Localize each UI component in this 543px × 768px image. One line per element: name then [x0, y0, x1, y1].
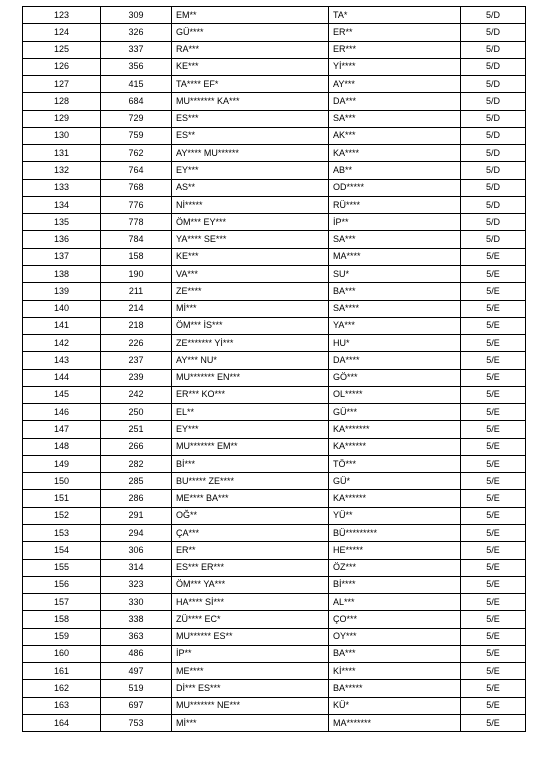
class-cell: 5/D	[461, 162, 526, 179]
student-number-cell: 226	[101, 335, 172, 352]
table-row	[23, 421, 526, 438]
table-row	[23, 179, 526, 196]
student-surname-cell: OY***	[329, 628, 461, 645]
row-number-cell: 150	[23, 473, 101, 490]
student-name-cell: ÖM*** İS***	[172, 317, 329, 334]
row-number-cell: 159	[23, 628, 101, 645]
student-surname-cell: MA*******	[329, 714, 461, 731]
row-number-cell: 151	[23, 490, 101, 507]
student-name-cell: Bİ***	[172, 455, 329, 472]
table-row	[23, 697, 526, 714]
row-number-cell: 130	[23, 127, 101, 144]
student-surname-cell: HU*	[329, 335, 461, 352]
table-row	[23, 145, 526, 162]
row-number-cell: 128	[23, 93, 101, 110]
row-number-cell: 145	[23, 386, 101, 403]
student-name-cell: ÖM*** YA***	[172, 576, 329, 593]
table-row	[23, 196, 526, 213]
table-row	[23, 369, 526, 386]
table-row	[23, 7, 526, 24]
student-number-cell: 237	[101, 352, 172, 369]
table-row	[23, 559, 526, 576]
table-row	[23, 524, 526, 541]
row-number-cell: 146	[23, 404, 101, 421]
student-number-cell: 286	[101, 490, 172, 507]
table-row	[23, 352, 526, 369]
class-cell: 5/E	[461, 628, 526, 645]
table-row	[23, 455, 526, 472]
class-cell: 5/E	[461, 438, 526, 455]
row-number-cell: 153	[23, 524, 101, 541]
student-number-cell: 250	[101, 404, 172, 421]
table-row	[23, 594, 526, 611]
class-cell: 5/D	[461, 24, 526, 41]
row-number-cell: 144	[23, 369, 101, 386]
student-name-cell: ER**	[172, 542, 329, 559]
student-surname-cell: ER***	[329, 41, 461, 58]
student-name-cell: AY*** NU*	[172, 352, 329, 369]
class-cell: 5/D	[461, 58, 526, 75]
student-surname-cell: İP**	[329, 214, 461, 231]
student-number-cell: 158	[101, 248, 172, 265]
student-surname-cell: ER**	[329, 24, 461, 41]
student-name-cell: MU******* EN***	[172, 369, 329, 386]
student-list-table	[22, 6, 526, 732]
row-number-cell: 132	[23, 162, 101, 179]
student-number-cell: 266	[101, 438, 172, 455]
student-surname-cell: ÇO***	[329, 611, 461, 628]
student-surname-cell: SA***	[329, 231, 461, 248]
student-name-cell: BU***** ZE****	[172, 473, 329, 490]
student-number-cell: 684	[101, 93, 172, 110]
student-surname-cell: BA***	[329, 645, 461, 662]
student-name-cell: YA**** SE***	[172, 231, 329, 248]
row-number-cell: 131	[23, 145, 101, 162]
student-name-cell: ÇA***	[172, 524, 329, 541]
row-number-cell: 143	[23, 352, 101, 369]
class-cell: 5/E	[461, 386, 526, 403]
class-cell: 5/E	[461, 352, 526, 369]
student-surname-cell: GÜ*	[329, 473, 461, 490]
student-surname-cell: BA***	[329, 283, 461, 300]
student-name-cell: ME****	[172, 663, 329, 680]
student-number-cell: 309	[101, 7, 172, 24]
table-row	[23, 214, 526, 231]
class-cell: 5/E	[461, 335, 526, 352]
student-surname-cell: AB**	[329, 162, 461, 179]
student-surname-cell: Bİ****	[329, 576, 461, 593]
table-row	[23, 490, 526, 507]
student-surname-cell: GÜ***	[329, 404, 461, 421]
student-number-cell: 330	[101, 594, 172, 611]
student-number-cell: 326	[101, 24, 172, 41]
student-number-cell: 314	[101, 559, 172, 576]
table-row	[23, 628, 526, 645]
class-cell: 5/D	[461, 179, 526, 196]
student-name-cell: ÖM*** EY***	[172, 214, 329, 231]
class-cell: 5/E	[461, 265, 526, 282]
table-row	[23, 335, 526, 352]
student-number-cell: 776	[101, 196, 172, 213]
student-name-cell: İP**	[172, 645, 329, 662]
student-surname-cell: Yİ****	[329, 58, 461, 75]
table-row	[23, 110, 526, 127]
class-cell: 5/E	[461, 680, 526, 697]
student-name-cell: RA***	[172, 41, 329, 58]
class-cell: 5/E	[461, 697, 526, 714]
table-row	[23, 663, 526, 680]
student-surname-cell: MA****	[329, 248, 461, 265]
table-row	[23, 127, 526, 144]
student-surname-cell: AL***	[329, 594, 461, 611]
student-name-cell: AY**** MU******	[172, 145, 329, 162]
student-surname-cell: BÜ*********	[329, 524, 461, 541]
class-cell: 5/E	[461, 542, 526, 559]
student-surname-cell: AK***	[329, 127, 461, 144]
row-number-cell: 125	[23, 41, 101, 58]
student-surname-cell: HE*****	[329, 542, 461, 559]
student-number-cell: 762	[101, 145, 172, 162]
table-row	[23, 58, 526, 75]
class-cell: 5/E	[461, 404, 526, 421]
row-number-cell: 141	[23, 317, 101, 334]
table-row	[23, 248, 526, 265]
row-number-cell: 123	[23, 7, 101, 24]
class-cell: 5/E	[461, 645, 526, 662]
student-number-cell: 337	[101, 41, 172, 58]
table-row	[23, 386, 526, 403]
row-number-cell: 162	[23, 680, 101, 697]
class-cell: 5/E	[461, 576, 526, 593]
table-row	[23, 438, 526, 455]
table-row	[23, 404, 526, 421]
student-name-cell: KE***	[172, 58, 329, 75]
student-number-cell: 323	[101, 576, 172, 593]
student-name-cell: EY***	[172, 162, 329, 179]
student-number-cell: 363	[101, 628, 172, 645]
student-name-cell: ES*** ER***	[172, 559, 329, 576]
row-number-cell: 129	[23, 110, 101, 127]
student-surname-cell: SA***	[329, 110, 461, 127]
table-row	[23, 645, 526, 662]
student-name-cell: MU******* KA***	[172, 93, 329, 110]
class-cell: 5/E	[461, 421, 526, 438]
student-number-cell: 214	[101, 300, 172, 317]
row-number-cell: 136	[23, 231, 101, 248]
student-surname-cell: DA****	[329, 352, 461, 369]
student-surname-cell: YÜ**	[329, 507, 461, 524]
student-list-body	[23, 7, 526, 732]
student-number-cell: 778	[101, 214, 172, 231]
class-cell: 5/E	[461, 524, 526, 541]
student-surname-cell: SA****	[329, 300, 461, 317]
class-cell: 5/E	[461, 663, 526, 680]
student-surname-cell: TA*	[329, 7, 461, 24]
student-surname-cell: TÖ***	[329, 455, 461, 472]
student-surname-cell: BA*****	[329, 680, 461, 697]
row-number-cell: 138	[23, 265, 101, 282]
class-cell: 5/E	[461, 559, 526, 576]
row-number-cell: 156	[23, 576, 101, 593]
row-number-cell: 140	[23, 300, 101, 317]
student-surname-cell: DA***	[329, 93, 461, 110]
student-name-cell: ZE****	[172, 283, 329, 300]
table-row	[23, 542, 526, 559]
row-number-cell: 161	[23, 663, 101, 680]
row-number-cell: 152	[23, 507, 101, 524]
student-name-cell: TA**** EF*	[172, 76, 329, 93]
class-cell: 5/D	[461, 110, 526, 127]
class-cell: 5/E	[461, 507, 526, 524]
student-number-cell: 697	[101, 697, 172, 714]
student-name-cell: Mİ***	[172, 300, 329, 317]
row-number-cell: 133	[23, 179, 101, 196]
table-row	[23, 714, 526, 731]
student-name-cell: EL**	[172, 404, 329, 421]
class-cell: 5/E	[461, 714, 526, 731]
student-surname-cell: SU*	[329, 265, 461, 282]
row-number-cell: 149	[23, 455, 101, 472]
class-cell: 5/D	[461, 196, 526, 213]
student-number-cell: 486	[101, 645, 172, 662]
student-number-cell: 415	[101, 76, 172, 93]
row-number-cell: 124	[23, 24, 101, 41]
student-number-cell: 497	[101, 663, 172, 680]
student-number-cell: 729	[101, 110, 172, 127]
student-number-cell: 190	[101, 265, 172, 282]
table-row	[23, 576, 526, 593]
row-number-cell: 148	[23, 438, 101, 455]
student-number-cell: 285	[101, 473, 172, 490]
student-number-cell: 338	[101, 611, 172, 628]
student-name-cell: HA**** Sİ***	[172, 594, 329, 611]
student-surname-cell: KA******	[329, 490, 461, 507]
student-surname-cell: KÜ*	[329, 697, 461, 714]
student-number-cell: 753	[101, 714, 172, 731]
row-number-cell: 127	[23, 76, 101, 93]
class-cell: 5/E	[461, 455, 526, 472]
student-surname-cell: YA***	[329, 317, 461, 334]
student-surname-cell: ÖZ***	[329, 559, 461, 576]
row-number-cell: 139	[23, 283, 101, 300]
class-cell: 5/E	[461, 317, 526, 334]
student-surname-cell: OD*****	[329, 179, 461, 196]
student-name-cell: GÜ****	[172, 24, 329, 41]
student-name-cell: ER*** KO***	[172, 386, 329, 403]
class-cell: 5/D	[461, 214, 526, 231]
table-row	[23, 41, 526, 58]
class-cell: 5/D	[461, 7, 526, 24]
student-number-cell: 768	[101, 179, 172, 196]
table-row	[23, 283, 526, 300]
row-number-cell: 134	[23, 196, 101, 213]
class-cell: 5/E	[461, 300, 526, 317]
student-name-cell: ZE******* Yİ***	[172, 335, 329, 352]
table-row	[23, 231, 526, 248]
row-number-cell: 147	[23, 421, 101, 438]
class-cell: 5/E	[461, 594, 526, 611]
student-name-cell: ME**** BA***	[172, 490, 329, 507]
student-number-cell: 759	[101, 127, 172, 144]
class-cell: 5/D	[461, 93, 526, 110]
row-number-cell: 164	[23, 714, 101, 731]
student-name-cell: AS**	[172, 179, 329, 196]
row-number-cell: 137	[23, 248, 101, 265]
row-number-cell: 157	[23, 594, 101, 611]
student-number-cell: 251	[101, 421, 172, 438]
row-number-cell: 160	[23, 645, 101, 662]
class-cell: 5/D	[461, 76, 526, 93]
class-cell: 5/D	[461, 231, 526, 248]
table-row	[23, 680, 526, 697]
table-row	[23, 317, 526, 334]
student-name-cell: MU****** ES**	[172, 628, 329, 645]
class-cell: 5/D	[461, 41, 526, 58]
student-name-cell: EM**	[172, 7, 329, 24]
row-number-cell: 163	[23, 697, 101, 714]
table-row	[23, 265, 526, 282]
student-surname-cell: KA****	[329, 145, 461, 162]
student-name-cell: ZÜ**** EC*	[172, 611, 329, 628]
table-row	[23, 76, 526, 93]
class-cell: 5/E	[461, 283, 526, 300]
student-number-cell: 519	[101, 680, 172, 697]
table-row	[23, 473, 526, 490]
table-row	[23, 611, 526, 628]
student-name-cell: ES**	[172, 127, 329, 144]
student-number-cell: 239	[101, 369, 172, 386]
student-name-cell: OĞ**	[172, 507, 329, 524]
class-cell: 5/D	[461, 145, 526, 162]
class-cell: 5/E	[461, 369, 526, 386]
student-number-cell: 218	[101, 317, 172, 334]
table-row	[23, 93, 526, 110]
student-number-cell: 306	[101, 542, 172, 559]
student-name-cell: Mİ***	[172, 714, 329, 731]
student-surname-cell: Kİ****	[329, 663, 461, 680]
student-number-cell: 764	[101, 162, 172, 179]
class-cell: 5/E	[461, 248, 526, 265]
class-cell: 5/E	[461, 490, 526, 507]
student-number-cell: 291	[101, 507, 172, 524]
table-row	[23, 300, 526, 317]
row-number-cell: 154	[23, 542, 101, 559]
class-cell: 5/D	[461, 127, 526, 144]
student-number-cell: 356	[101, 58, 172, 75]
row-number-cell: 126	[23, 58, 101, 75]
student-number-cell: 211	[101, 283, 172, 300]
student-surname-cell: GÖ***	[329, 369, 461, 386]
class-cell: 5/E	[461, 611, 526, 628]
student-name-cell: VA***	[172, 265, 329, 282]
table-row	[23, 507, 526, 524]
student-number-cell: 242	[101, 386, 172, 403]
table-row	[23, 162, 526, 179]
student-name-cell: Nİ*****	[172, 196, 329, 213]
student-name-cell: KE***	[172, 248, 329, 265]
student-surname-cell: AY***	[329, 76, 461, 93]
student-number-cell: 282	[101, 455, 172, 472]
student-name-cell: MU******* NE***	[172, 697, 329, 714]
class-cell: 5/E	[461, 473, 526, 490]
row-number-cell: 135	[23, 214, 101, 231]
table-row	[23, 24, 526, 41]
student-name-cell: ES***	[172, 110, 329, 127]
student-surname-cell: KA*******	[329, 421, 461, 438]
row-number-cell: 158	[23, 611, 101, 628]
row-number-cell: 142	[23, 335, 101, 352]
student-surname-cell: KA******	[329, 438, 461, 455]
student-surname-cell: OL*****	[329, 386, 461, 403]
student-surname-cell: RÜ****	[329, 196, 461, 213]
row-number-cell: 155	[23, 559, 101, 576]
student-name-cell: MU******* EM**	[172, 438, 329, 455]
student-name-cell: EY***	[172, 421, 329, 438]
student-number-cell: 294	[101, 524, 172, 541]
student-number-cell: 784	[101, 231, 172, 248]
student-name-cell: Dİ*** ES***	[172, 680, 329, 697]
